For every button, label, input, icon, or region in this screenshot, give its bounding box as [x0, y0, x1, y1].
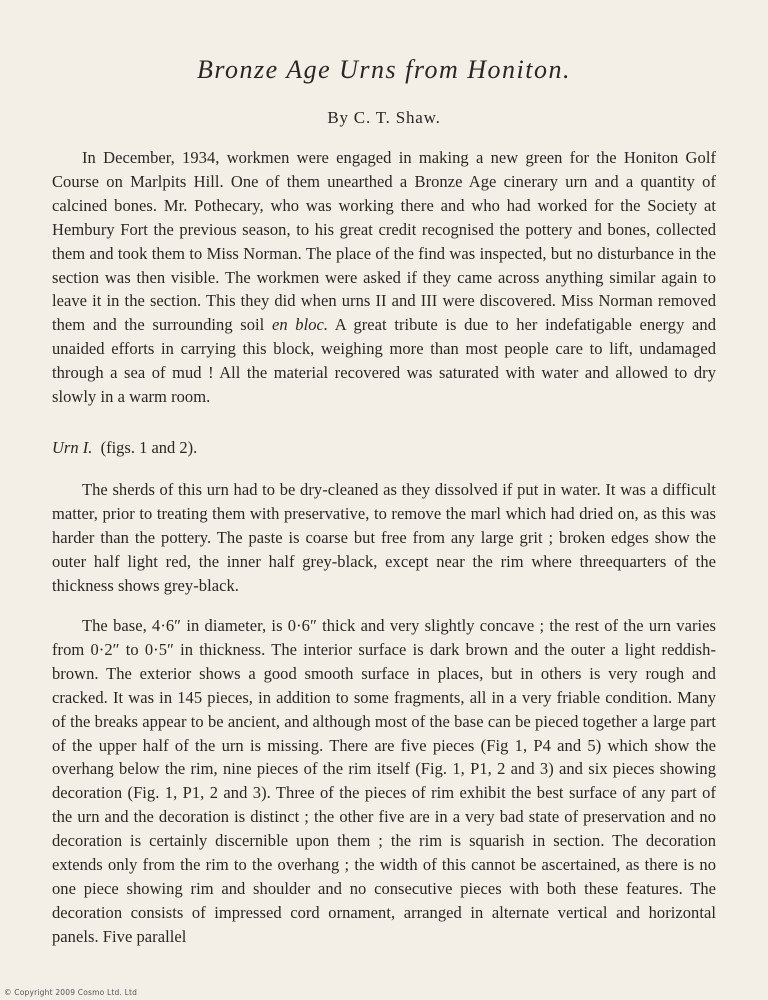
paragraph-base	[52, 614, 716, 949]
paragraph-intro-italic: en bloc.	[271, 315, 329, 335]
article-byline: By C. T. Shaw.	[327, 108, 441, 127]
section-heading-italic: Urn I.	[52, 438, 93, 457]
paragraph-intro-text-a: In December, 1934, workmen were engaged in making a new green for the Honiton Golf Course on Marlpits Hill. One of them unearthed a Bronze Age cinerary urn and a quantity of calcined bones. Mr. Pothecary, who was working there and who had worked for the Society at Hembury Fort the previous season, to his great credit recognised the pottery and bones, collected them and took them to Miss Norman. The place of the find was inspected, but no disturbance in the section was then visible. The workmen were asked if they came across anything similar again to leave it in the section. This they did when urns II and III were discovered. Miss Norman removed them and the surrounding soil	[52, 148, 716, 335]
article-title: Bronze Age Urns from Honiton.	[196, 55, 572, 84]
paragraph-sherds-text: The sherds of this urn had to be dry-cleaned as they dissolved if put in water. It was a difficult matter, prior to treating them with preservative, to remove the marl which had dried on, as this was harder than the pottery. The paste is coarse but free from any large grit ; broken edges show the outer half light red, the inner half grey-black, except near the rim where threequarters of the thickness shows grey-black.	[52, 480, 716, 595]
paragraph-intro	[52, 146, 716, 409]
paragraph-base-text: The base, 4·6″ in diameter, is 0·6″ thick and very slightly concave ; the rest of the urn varies from 0·2″ to 0·5″ in thickness. The interior surface is dark brown and the outer a light reddish-brown. The exterior shows a good smooth surface in places, but in others is very rough and cracked. It was in 145 pieces, in addition to some fragments, all in a very friable condition. Many of the breaks appear to be ancient, and although most of the base can be pieced together a large part of the upper half of the urn is missing. There are five pieces (Fig 1, P4 and 5) which show the overhang below the rim, nine pieces of the rim itself (Fig. 1, P1, 2 and 3) and six pieces showing decoration (Fig. 1, P1, 2 and 3). Three of the pieces of rim exhibit the best surface of any part of the urn and the decoration is distinct ; the other five are in a very bad state of preservation and no decoration is certainly discernible upon them ; the rim is squarish in section. The decoration extends only from the rim to the overhang ; the width of this cannot be ascertained, as there is no one piece showing rim and shoulder and no consecutive pieces with both these features. The decoration consists of impressed cord ornament, arranged in alternate vertical and horizontal panels. Five parallel	[52, 616, 716, 946]
copyright-notice: © Copyright 2009 Cosmo Ltd. Ltd	[4, 988, 138, 997]
paragraph-sherds	[52, 478, 716, 598]
section-heading-urn-1	[52, 438, 197, 458]
section-heading-figs: (figs. 1 and 2).	[100, 438, 198, 457]
paragraph-intro-text-b: A great tribute is due to her indefatigable energy and unaided efforts in carrying this block, weighing more than most people care to lift, undamaged through a sea of mud ! All the material recovered was saturated with water and allowed to dry slowly in a warm room.	[52, 315, 716, 407]
